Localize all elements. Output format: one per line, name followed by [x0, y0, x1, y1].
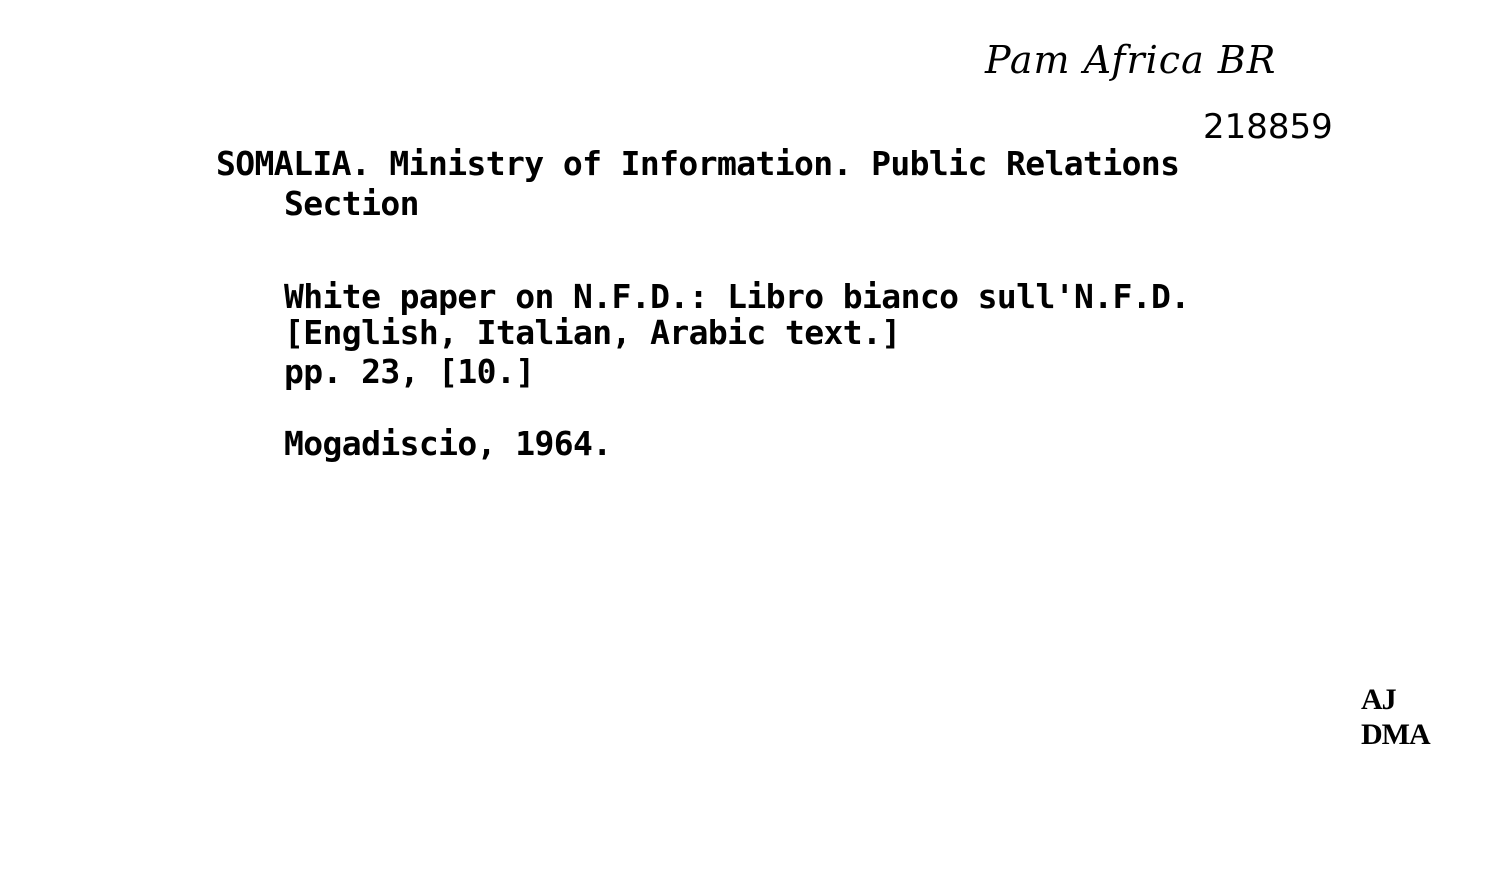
main-entry-line-2: Section [284, 184, 419, 223]
accession-number: 218859 [1203, 107, 1333, 147]
main-entry-line-1: SOMALIA. Ministry of Information. Public Relations [216, 144, 1180, 183]
collation-line: pp. 23, [10.] [284, 352, 535, 391]
title-line-1: White paper on N.F.D.: Libro bianco sull'N.F.D. [284, 277, 1190, 316]
imprint-line: Mogadiscio, 1964. [284, 424, 612, 463]
handwritten-call-note: Pam Africa BR [985, 38, 1277, 82]
location-code-2: DMA [1361, 718, 1430, 751]
location-code-1: AJ [1361, 683, 1396, 716]
title-line-2: [English, Italian, Arabic text.] [284, 313, 901, 352]
